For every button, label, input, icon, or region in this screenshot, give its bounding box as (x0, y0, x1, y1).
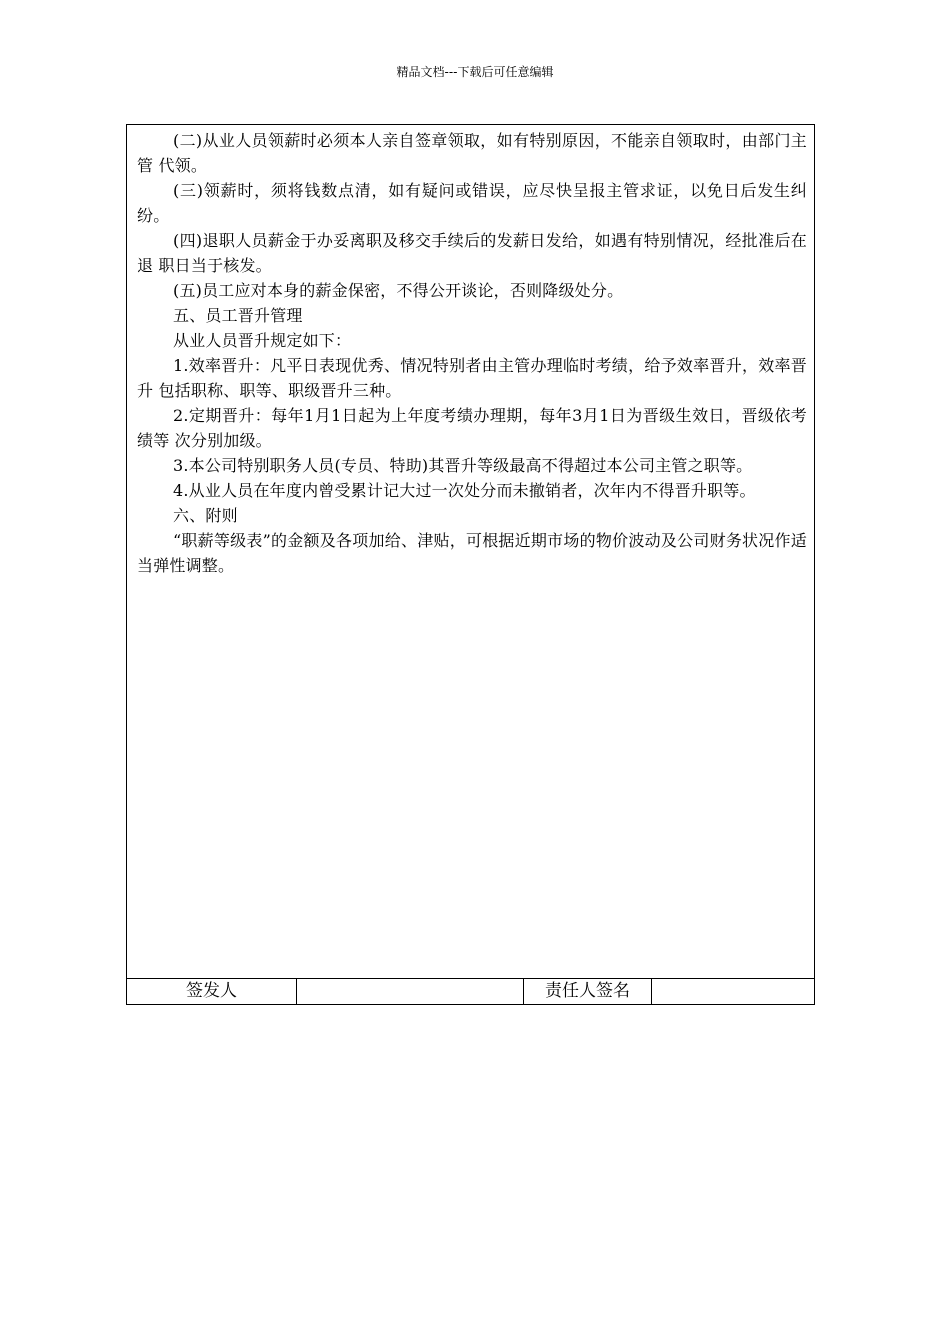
issuer-label: 签发人 (127, 979, 297, 1004)
paragraph: (四)退职人员薪金于办妥离职及移交手续后的发薪日发给，如遇有特别情况，经批准后在退 职日当于核发。 (137, 231, 807, 275)
section-heading: 五、员工晋升管理 (173, 306, 303, 325)
issuer-field[interactable] (297, 979, 524, 1004)
paragraph: “职薪等级表”的金额及各项加给、津贴，可根据近期市场的物价波动及公司财务状况作适 当弹性调整。 (137, 531, 807, 575)
paragraph: 2.定期晋升：每年1月1日起为上年度考绩办理期，每年3月1日为晋级生效日，晋级依考绩等 次分别加级。 (137, 406, 807, 450)
content-box (126, 124, 815, 979)
paragraph: (五)员工应对本身的薪金保密，不得公开谈论，否则降级处分。 (173, 281, 624, 300)
section-heading: 六、附则 (173, 506, 238, 525)
paragraph: (二)从业人员领薪时必须本人亲自签章领取，如有特别原因，不能亲自领取时，由部门主管 代领。 (137, 131, 807, 175)
responsible-signature-label: 责任人签名 (524, 979, 652, 1004)
page-header: 精品文档---下载后可任意编辑 (396, 65, 554, 79)
content-body (137, 128, 807, 578)
responsible-signature-field[interactable] (652, 979, 814, 1004)
signature-row (126, 978, 815, 1005)
paragraph: 从业人员晋升规定如下： (173, 331, 352, 350)
paragraph: 1.效率晋升：凡平日表现优秀、情况特别者由主管办理临时考绩，给予效率晋升，效率晋升 包括职称、职等、职级晋升三种。 (137, 356, 807, 400)
paragraph: 4.从业人员在年度内曾受累计记大过一次处分而未撤销者，次年内不得晋升职等。 (173, 481, 756, 500)
paragraph: (三)领薪时，须将钱数点清，如有疑问或错误，应尽快呈报主管求证，以免日后发生纠纷。 (137, 181, 807, 225)
paragraph: 3.本公司特别职务人员(专员、特助)其晋升等级最高不得超过本公司主管之职等。 (173, 456, 753, 475)
